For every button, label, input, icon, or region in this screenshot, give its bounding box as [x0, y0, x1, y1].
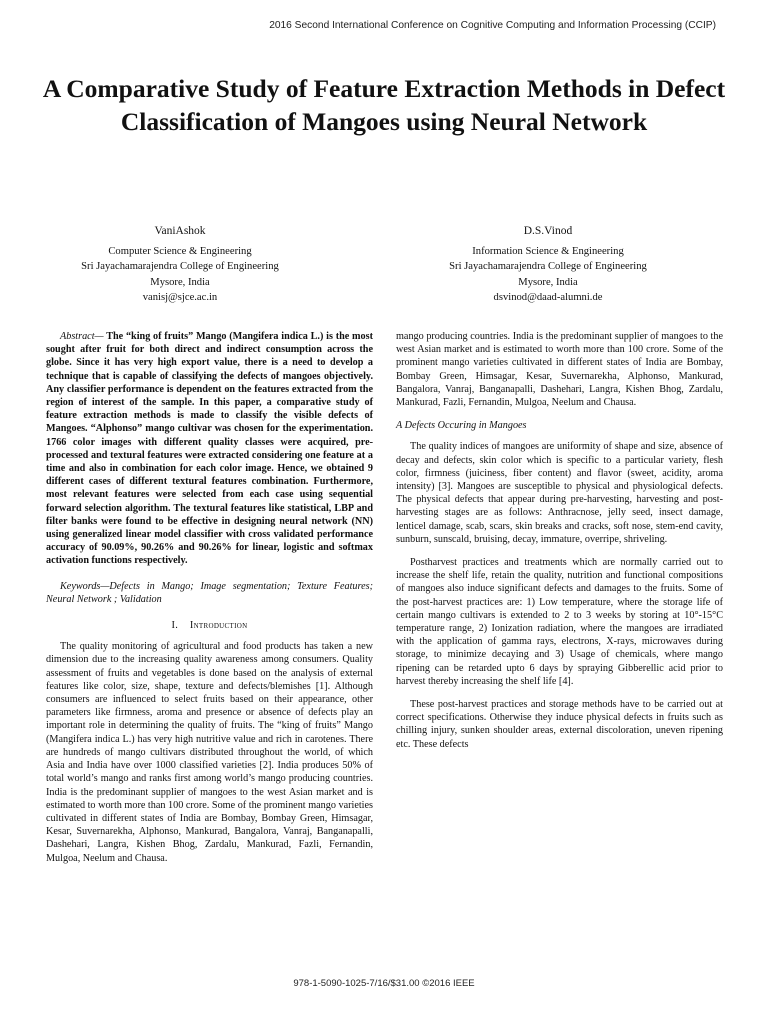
author-department: Computer Science & Engineering: [108, 245, 252, 257]
abstract-text: The “king of fruits” Mango (Mangifera indica L.) is the most sought after fruit for both direct and indirect consumption across the globe. Since it has very high export value, there is a need to develop a technique that is capable of classifying the defects of mangoes objectively. Any classifier performance is dependent on the features extracted from the region of interest of the sample. In this paper, a comparative study of feature extraction methods is made to classify the visible defects of Mangoes. “Alphonso” mango cultivar was chosen for the experimentation. 1766 color images with different quality classes were acquired, pre-processed and textural features were extracted considering one feature at a time and also in combination for each color image. Hence, we obtained 9 different cases of different textural features combination. Furthermore, most relevant features were selected from each case using sequential forward selection algorithm. The textural features like statistical, LBP and filter banks were found to be effective in designing neural network (NN) using generalized linear model classifier with cross validated performance accuracy of 90.09%, 90.26% and 90.26% for linear, logistic and softmax activation functions respectively.: [46, 331, 373, 567]
copyright-footer: 978-1-5090-1025-7/16/$31.00 ©2016 IEEE: [293, 978, 475, 989]
author-block-1: [15, 224, 345, 306]
section-title: Introduction: [189, 620, 248, 632]
abstract: [46, 330, 373, 568]
left-column: [46, 330, 373, 992]
defects-paragraph-1: The quality indices of mangoes are uniformity of shape and size, absence of decay and defects, skin color which is specific to a particular variety, flesh color, firmness (juiciness, fiber content) and flavor (sweet, acidity, aroma intensity) [3]. Mangoes are susceptible to physical and physiological defects. The physical defects that appear during pre-harvesting, harvesting and post-harvesting stages are as follows: Anthracnose, jelly seed, insect damage, lenticel damage, scab, scars, skin breaks and cracks, soft nose, stem-end cavity, sunburn, sunscald, bruising, decay, immature, overripe, shriveling.: [396, 441, 723, 545]
paper-title: A Comparative Study of Feature Extraction Methods in Defect Classification of Mangoes using Neural Network: [42, 74, 726, 136]
conference-header: 2016 Second International Conference on Cognitive Computing and Information Processing (CCIP): [269, 20, 716, 31]
author-name: D.S.Vinod: [523, 225, 573, 237]
introduction-paragraph-continued: mango producing countries. India is the predominant supplier of mangoes to the west Asian market and is estimated to worth more than 100 crore. Some of the prominent mango varieties cultivated in different states of India are Bombay, Bombay Green, Himsagar, Kesar, Suvernarekha, Alphonso, Mankurad, Bangalora, Vanraj, Banganapalli, Dashehari, Langra, Kishen Bhog, Zardalu, Mankurad, Fazli, Fernandin, Mulgoa, Neelum and Chausa.: [396, 331, 723, 409]
introduction-paragraph: The quality monitoring of agricultural and food products has taken a new dimension due to the increasing quality awareness among consumers. Quality assessment of fruits and vegetables is done based on the analysis of external features like color, size, shape, texture and defects/blemishes [1]. Although consumers are influenced to select fruits based on their appearance, other parameters like firmness, aroma and presence or absence of defects play an important role in determining the quality of fruits. The “king of fruits” Mango (Mangifera indica L.) has very high nutritive value and rich in carotenes. There are hundreds of mango cultivars distributed throughout the world, of which Asia and India have over 1000 classified varieties [2]. India produces 50% of total world’s mango and ranks first among world’s mango producing countries. India is the predominant supplier of mangoes to the west Asian market and is estimated to worth more than 100 crore. Some of the prominent mango varieties cultivated in different states of India are Bombay, Bombay Green, Himsagar, Kesar, Suvernarekha, Alphonso, Mankurad, Bangalora, Vanraj, Banganapalli, Dashehari, Langra, Kishen Bhog, Zardalu, Mankurad, Fazli, Fernandin, Mulgoa, Neelum and Chausa.: [46, 641, 373, 864]
defects-paragraph-2: Postharvest practices and treatments which are normally carried out to increase the shelf life, retain the quality, nutrition and functional compositions of mangoes also induce significant defects and damages to the fruits. Some of the post-harvest practices are: 1) Low temperature, where the storage life of certain mango cultivars is extended to 2 to 3 weeks by storing at 10°-15°C temperature range, 2) Ionization radiation, where the mangoes are irradiated with the application of gamma rays, electrons, X-rays, microwaves during storage, to minimize decaying and 3) Usage of chemicals, where mango ripening can be retarded upto 6 days by spraying Gibberellic acid prior to harvest thereby increasing the shelf life [4].: [396, 557, 723, 687]
author-location: Mysore, India: [150, 276, 210, 288]
author-department: Information Science & Engineering: [472, 245, 624, 257]
defects-paragraph-3: These post-harvest practices and storage methods have to be carried out at correct specifications. Otherwise they induce physical defects in fruits such as chilling injury, sunken shoulder areas, external discoloration, uneven ripening etc. These defects: [396, 699, 723, 750]
author-block-2: [383, 224, 713, 306]
author-location: Mysore, India: [518, 276, 578, 288]
right-column: [396, 330, 723, 751]
author-college: Sri Jayachamarajendra College of Engineering: [449, 261, 647, 272]
author-college: Sri Jayachamarajendra College of Engineering: [81, 261, 279, 272]
keywords: Keywords—Defects in Mango; Image segmentation; Texture Features; Neural Network ; Validation: [46, 580, 373, 605]
author-email: dsvinod@daad-alumni.de: [493, 292, 603, 303]
author-name: VaniAshok: [154, 225, 206, 237]
section-number: I.: [171, 620, 179, 632]
subsection-heading: A Defects Occuring in Mangoes: [396, 420, 527, 432]
abstract-label: Abstract—: [60, 331, 104, 342]
author-email: vanisj@sjce.ac.in: [142, 292, 218, 303]
section-heading-introduction: [46, 619, 373, 632]
